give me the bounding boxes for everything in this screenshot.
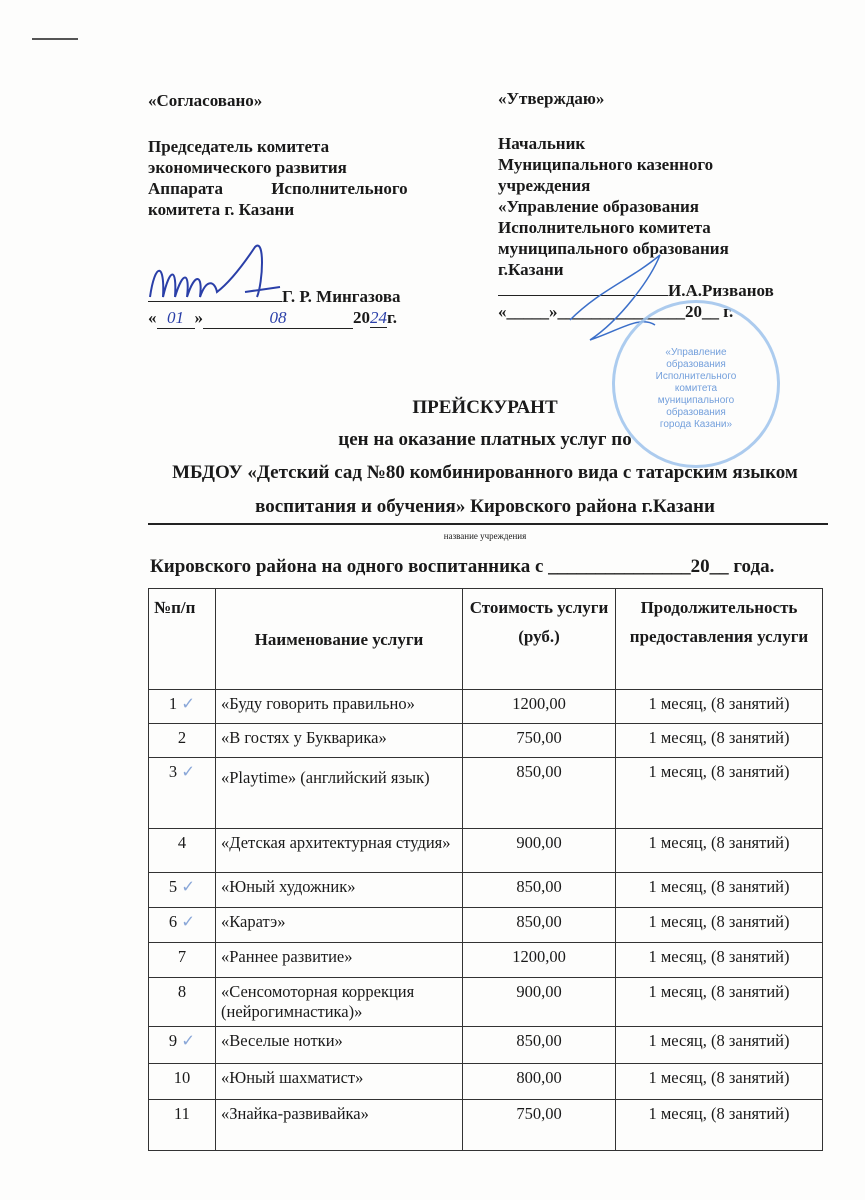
service-price: 850,00 — [463, 1027, 616, 1064]
table-row — [149, 724, 823, 758]
right-line: Муниципального казенного — [498, 155, 714, 174]
check-mark-icon: ✓ — [177, 1031, 196, 1050]
row-number: 4 — [149, 829, 216, 873]
service-name: «Знайка-развивайка» — [216, 1100, 463, 1151]
right-signatory: И.А.Ризванов — [668, 281, 774, 300]
underline — [148, 523, 828, 525]
right-heading: «Утверждаю» — [498, 89, 605, 108]
service-duration: 1 месяц, (8 занятий) — [616, 829, 823, 873]
doc-title: ПРЕЙСКУРАНТ — [412, 397, 558, 418]
row-number: 2 — [149, 724, 216, 758]
service-duration: 1 месяц, (8 занятий) — [616, 724, 823, 758]
service-price: 1200,00 — [463, 690, 616, 724]
price-table — [148, 588, 823, 1151]
service-price: 850,00 — [463, 873, 616, 908]
row-number: 10 — [149, 1064, 216, 1100]
scan-mark — [32, 38, 78, 40]
table-row — [149, 758, 823, 829]
service-price: 750,00 — [463, 724, 616, 758]
table-row — [149, 829, 823, 873]
check-mark-icon: ✓ — [177, 877, 196, 896]
row-number: 9 ✓ — [149, 1027, 216, 1064]
table-row — [149, 1064, 823, 1100]
right-line: учреждения — [498, 176, 591, 195]
service-name: «В гостях у Букварика» — [216, 724, 463, 758]
left-line: комитета г. Казани — [148, 200, 295, 219]
left-date: « 01 » 08 2024г. — [148, 308, 398, 327]
column-header: Наименование услуги — [216, 589, 463, 690]
right-line: «Управление образования — [498, 197, 699, 216]
service-duration: 1 месяц, (8 занятий) — [616, 943, 823, 978]
service-duration: 1 месяц, (8 занятий) — [616, 1100, 823, 1151]
right-line: муниципального образования — [498, 239, 729, 258]
column-header: №п/п — [149, 589, 216, 690]
institution-line-1: МБДОУ «Детский сад №80 комбинированного вида с татарским языком — [172, 462, 798, 483]
row-number: 6 ✓ — [149, 908, 216, 943]
institution-line-2: воспитания и обучения» Кировского района г.Казани — [255, 496, 715, 517]
table-row — [149, 1100, 823, 1151]
table-row — [149, 908, 823, 943]
left-line: Председатель комитета — [148, 137, 330, 156]
signature-left — [145, 242, 285, 312]
left-line: Аппарата Исполнительного — [148, 179, 408, 198]
service-price: 850,00 — [463, 908, 616, 943]
service-name: «Сенсомоторная коррекция (нейрогимнастика)» — [216, 978, 463, 1027]
service-duration: 1 месяц, (8 занятий) — [616, 873, 823, 908]
service-price: 850,00 — [463, 758, 616, 829]
service-price: 750,00 — [463, 1100, 616, 1151]
check-mark-icon: ✓ — [177, 912, 196, 931]
row-number: 1 ✓ — [149, 690, 216, 724]
service-name: «Детская архитектурная студия» — [216, 829, 463, 873]
service-duration: 1 месяц, (8 занятий) — [616, 978, 823, 1027]
right-line: Начальник — [498, 134, 586, 153]
right-date: «_____»_______________20__ г. — [498, 302, 734, 321]
service-name: «Юный шахматист» — [216, 1064, 463, 1100]
service-price: 900,00 — [463, 978, 616, 1027]
service-price: 900,00 — [463, 829, 616, 873]
service-price: 1200,00 — [463, 943, 616, 978]
left-signatory: Г. Р. Мингазова — [282, 287, 401, 306]
service-duration: 1 месяц, (8 занятий) — [616, 1064, 823, 1100]
table-row — [149, 978, 823, 1027]
row-number: 8 — [149, 978, 216, 1027]
service-name: «Каратэ» — [216, 908, 463, 943]
right-line: г.Казани — [498, 260, 564, 279]
column-header: Продолжительность предоставления услуги — [616, 589, 823, 690]
table-row — [149, 873, 823, 908]
service-name: «Юный художник» — [216, 873, 463, 908]
service-name: «Буду говорить правильно» — [216, 690, 463, 724]
service-duration: 1 месяц, (8 занятий) — [616, 908, 823, 943]
row-number: 5 ✓ — [149, 873, 216, 908]
column-header: Стоимость услуги (руб.) — [463, 589, 616, 690]
table-row — [149, 690, 823, 724]
row-number: 11 — [149, 1100, 216, 1151]
right-line: Исполнительного комитета — [498, 218, 711, 237]
table-row — [149, 1027, 823, 1064]
service-name: «Раннее развитие» — [216, 943, 463, 978]
check-mark-icon: ✓ — [177, 694, 196, 713]
row-number: 3 ✓ — [149, 758, 216, 829]
left-heading: «Согласовано» — [148, 91, 263, 110]
service-price: 800,00 — [463, 1064, 616, 1100]
service-duration: 1 месяц, (8 занятий) — [616, 1027, 823, 1064]
official-stamp: «Управление образования Исполнительного комитета муниципального образования города Казани» — [612, 300, 780, 468]
service-name: «Веселые нотки» — [216, 1027, 463, 1064]
service-name: «Playtime» (английский язык) — [216, 758, 463, 829]
table-row — [149, 943, 823, 978]
service-duration: 1 месяц, (8 занятий) — [616, 690, 823, 724]
institution-caption: название учреждения — [443, 531, 527, 541]
check-mark-icon: ✓ — [177, 762, 196, 781]
period-line: Кировского района на одного воспитанника с _______________20__ года. — [150, 556, 775, 577]
left-line: экономического развития — [148, 158, 347, 177]
doc-subtitle: цен на оказание платных услуг по — [338, 429, 632, 450]
service-duration: 1 месяц, (8 занятий) — [616, 758, 823, 829]
row-number: 7 — [149, 943, 216, 978]
